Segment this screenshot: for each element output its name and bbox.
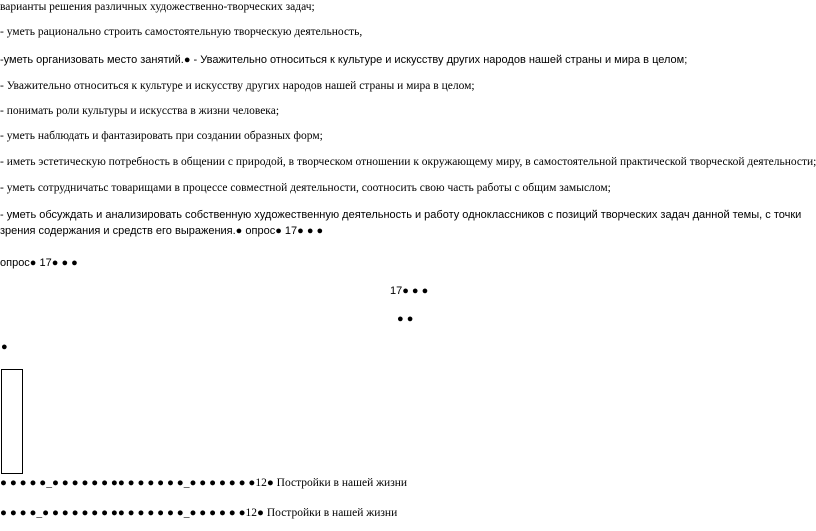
line-4: - Уважительно относиться к культуре и искусству других народов нашей страны и мира в целом; bbox=[0, 80, 475, 92]
line-14: ● ● ● ● ●_● ● ● ● ● ● ●● ● ● ● ● ● ●_● ● ● ● ● ● ●12● Постройки в нашей жизни bbox=[0, 477, 408, 489]
line-15: ● ● ● ●_● ● ● ● ● ● ● ●● ● ● ● ● ● ●_● ● ● ● ● ●12● Постройки в нашей жизни bbox=[0, 507, 398, 519]
line-13: ● bbox=[1, 341, 8, 353]
empty-frame-box bbox=[1, 369, 23, 474]
line-1: варианты решения различных художественно-творческих задач; bbox=[0, 1, 315, 13]
line-8: - уметь сотрудничатьс товарищами в процессе совместной деятельности, соотносить свою часть работы с общим замыслом; bbox=[0, 182, 611, 194]
line-6: - уметь наблюдать и фантазировать при создании образных форм; bbox=[0, 130, 323, 142]
line-3: -уметь организовать место занятий.● - Уважительно относиться к культуре и искусству других народов нашей страны и мира в целом; bbox=[0, 54, 688, 66]
line-5: - понимать роли культуры и искусства в жизни человека; bbox=[0, 105, 280, 117]
line-7: - иметь эстетическую потребность в общении с природой, в творческом отношении к окружающему миру, в самостоятельной практической творческой деятельности; bbox=[0, 156, 816, 168]
line-10: опрос● 17● ● ● bbox=[0, 257, 78, 269]
line-2: - уметь рационально строить самостоятельную творческую деятельность, bbox=[0, 26, 363, 38]
line-12: ● ● bbox=[397, 313, 414, 325]
line-11: 17● ● ● bbox=[390, 285, 429, 297]
line-9: - уметь обсуждать и анализировать собственную художественную деятельность и работу одноклассников с позиций творческих задач данной темы, с точки зрения содержания и средств его выражения.● опрос● 17● ● ● bbox=[0, 209, 802, 237]
